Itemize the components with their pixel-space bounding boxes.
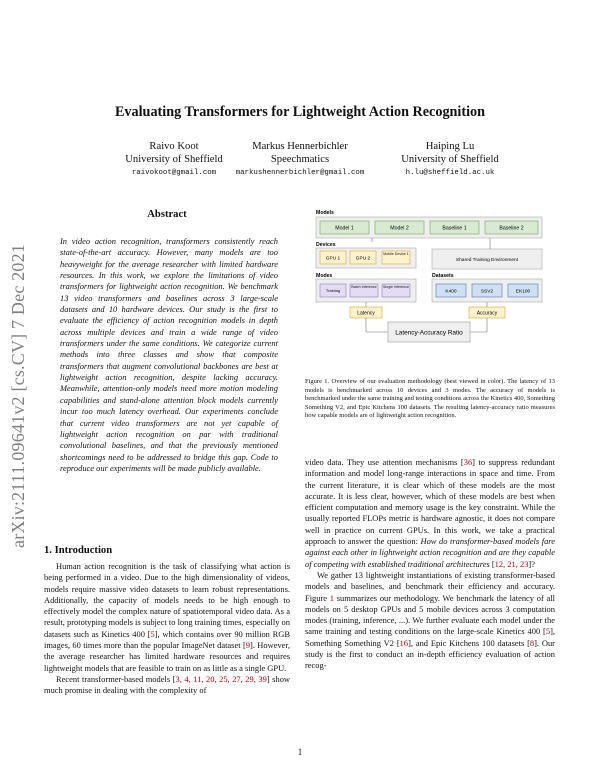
- dataset-box-label: K400: [445, 289, 457, 295]
- page-number: 1: [297, 747, 303, 757]
- device-box-label: GPU 1: [325, 256, 341, 262]
- text: Recent transformer-based models [: [56, 673, 176, 684]
- abstract-heading: Abstract: [147, 209, 187, 220]
- author-email: markushennerbichler@gmail.com: [235, 168, 365, 177]
- author-name: Raivo Koot: [149, 141, 199, 152]
- arxiv-identifier: arXiv:2111.09641v2 [cs.CV] 7 Dec 2021: [8, 243, 28, 548]
- citation-link[interactable]: 16: [399, 637, 409, 648]
- text: video data. They use attention mechanisms [: [305, 457, 464, 467]
- author-name: Haiping Lu: [425, 141, 475, 152]
- citation-link[interactable]: 3, 4, 11, 20, 25, 27, 29, 39: [175, 673, 267, 684]
- abstract-text: In video action recognition, transformers consistently reach state-of-the-art accuracy. However, many models are too heavyweight for the average researcher with limited hardware resources. In this work, we explore the limitations of video transformers for lightweight action recognition. We benchmark 13 video transformers and baselines across 3 large-scale datasets and 10 hardware devices. Our study is the first to evaluate the efficiency of action recognition models in depth across multiple devices and train a wide range of video transformers under the same conditions. We categorize current methods into three classes and show that composite transformers that augment convolutional backbones are best at lightweight action recognition, despite lacking accuracy. Meanwhile, attention-only models need more motion modeling capabilities and stand-alone attention block models currently incur too much latency overhead. Our experiments conclude that current video transformers are not yet capable of lightweight action recognition on par with traditional convolutional baselines, and that the previously mentioned shortcomings need to be addressed to bridge this gap. Code to reproduce our experiments will be made publicly available.: [60, 236, 278, 473]
- paragraph: [44, 674, 290, 697]
- author-2: [213, 140, 387, 180]
- shared-environment-label: Shared Training Environment: [455, 258, 519, 263]
- mode-box-label: Single Inference: [383, 284, 409, 289]
- baseline-box-label: Baseline 1: [442, 225, 467, 232]
- text: [: [489, 558, 495, 569]
- text: ]?: [528, 558, 535, 569]
- dataset-box-label: EK100: [515, 289, 531, 295]
- author-affiliation: University of Sheffield: [401, 154, 499, 166]
- device-box-label: Mobile Device 1: [383, 251, 409, 256]
- author-email: h.lu@sheffield.ac.uk: [405, 168, 495, 177]
- paper-title: Evaluating Transformers for Lightweight Action Recognition: [114, 104, 486, 120]
- methodology-diagram: [314, 206, 546, 356]
- paragraph: [305, 570, 555, 672]
- text: ], and Epic Kitchens 100 datasets [: [408, 637, 530, 648]
- accuracy-label: Accuracy: [476, 310, 498, 317]
- model-box-label: Model 2: [390, 225, 409, 232]
- text: Human action recognition is the task of classifying what action is being performed in a video. Due to the high dimensionality of videos, models require massive video datasets to learn robust representations. Additionally, the capacity of models needs to be high enough to effectively model the complex nature of spatiotemporal video data. As a result, prototyping models is subject to long training times, especially on datasets such as Kinetics 400 [: [44, 561, 290, 639]
- text: ]. However, the average researcher has limited hardware resources and requires lightweight models that are feasible to train on as little as a single GPU.: [44, 640, 290, 673]
- latency-label: Latency: [357, 310, 375, 317]
- text: summarizes our methodology. We benchmark the latency of all models on 5 desktop GPUs and 5 mobile devices across 3 computation modes (training, inference, ...). We further evaluate each model under the same training and testing conditions on the large-scale Kinetics 400 [: [305, 592, 555, 637]
- model-box-label: Model 1: [335, 225, 354, 232]
- paragraph: [44, 561, 290, 674]
- models-label: Models: [316, 210, 334, 216]
- text: ], Something Something V2 [: [305, 626, 555, 648]
- mode-box-label-wrap: [350, 285, 378, 297]
- mode-box-label-wrap: [382, 285, 410, 297]
- research-question: How do transformer-based models fare against each other in lightweight action recognition and are they capable of competing with established traditional architectures: [305, 536, 555, 569]
- citation-link[interactable]: 9: [245, 640, 250, 651]
- text: ] to suppress redundant information and model long-range interactions in space and time. From the current literature, it is clear which of these models are the most accurate. It is less clear, however, which of these models are best when efficient computation and memory usage is the key constraint. While the usually reported FLOPs metric is hardware agnostic, it does not compare well in practice on current GPUs. In this work, we take a practical approach to answer the question:: [305, 457, 555, 547]
- author-affiliation: University of Sheffield: [125, 154, 223, 166]
- baseline-box-label: Baseline 2: [499, 225, 524, 232]
- datasets-label: Datasets: [432, 273, 454, 279]
- device-box-label: GPU 2: [355, 256, 371, 262]
- author-3: [372, 140, 528, 180]
- mode-box-label: Training: [325, 288, 341, 294]
- introduction-left-column: [44, 561, 290, 697]
- modes-label: Modes: [316, 273, 333, 279]
- author-affiliation: Speechmatics: [270, 154, 330, 166]
- figure-reference-link[interactable]: 1: [329, 592, 335, 603]
- author-email: raivokoot@gmail.com: [131, 168, 217, 177]
- text: ], which contains over 90 million RGB images, 60 times more than the popular ImageNet dataset [: [44, 628, 290, 651]
- citation-link[interactable]: 12, 21, 23: [494, 558, 529, 569]
- latency-accuracy-ratio-label: Latency-Accuracy Ratio: [395, 329, 463, 337]
- citation-link[interactable]: 36: [463, 457, 473, 467]
- devices-label: Devices: [316, 242, 336, 248]
- mode-box-label: Batch Inference: [351, 284, 377, 289]
- citation-link[interactable]: 5: [545, 626, 551, 637]
- text: We gather 13 lightweight instantiations of existing transformer-based models and baselines, and benchmark their efficiency and accuracy. Figure: [305, 569, 555, 603]
- author-name: Markus Hennerbichler: [252, 141, 348, 152]
- section-heading-introduction: 1. Introduction: [44, 545, 113, 556]
- citation-link[interactable]: 5: [150, 628, 155, 639]
- text: ] show much promise in dealing with the complexity of: [44, 673, 291, 696]
- text: ]. Our study is the first to conduct an in-depth efficiency evaluation of action recog-: [305, 637, 555, 671]
- dataset-box-label: SSV2: [480, 289, 494, 295]
- citation-link[interactable]: 8: [529, 637, 535, 648]
- paragraph: [305, 457, 555, 570]
- device-box-label-wrap: [382, 252, 410, 264]
- figure-caption: Figure 1. Overview of our evaluation methodology (best viewed in color). The latency of 13 models is benchmarked across 10 devices and 3 modes. The accuracy of models is benchmarked under the same training and testing conditions across the Kinetics 400, Something Something V2, and Epic Kitchens 100 datasets. The resulting latency-accuracy ratio measures how capable models are of lightweight action recognition.: [305, 378, 556, 420]
- right-column-text: [305, 457, 555, 672]
